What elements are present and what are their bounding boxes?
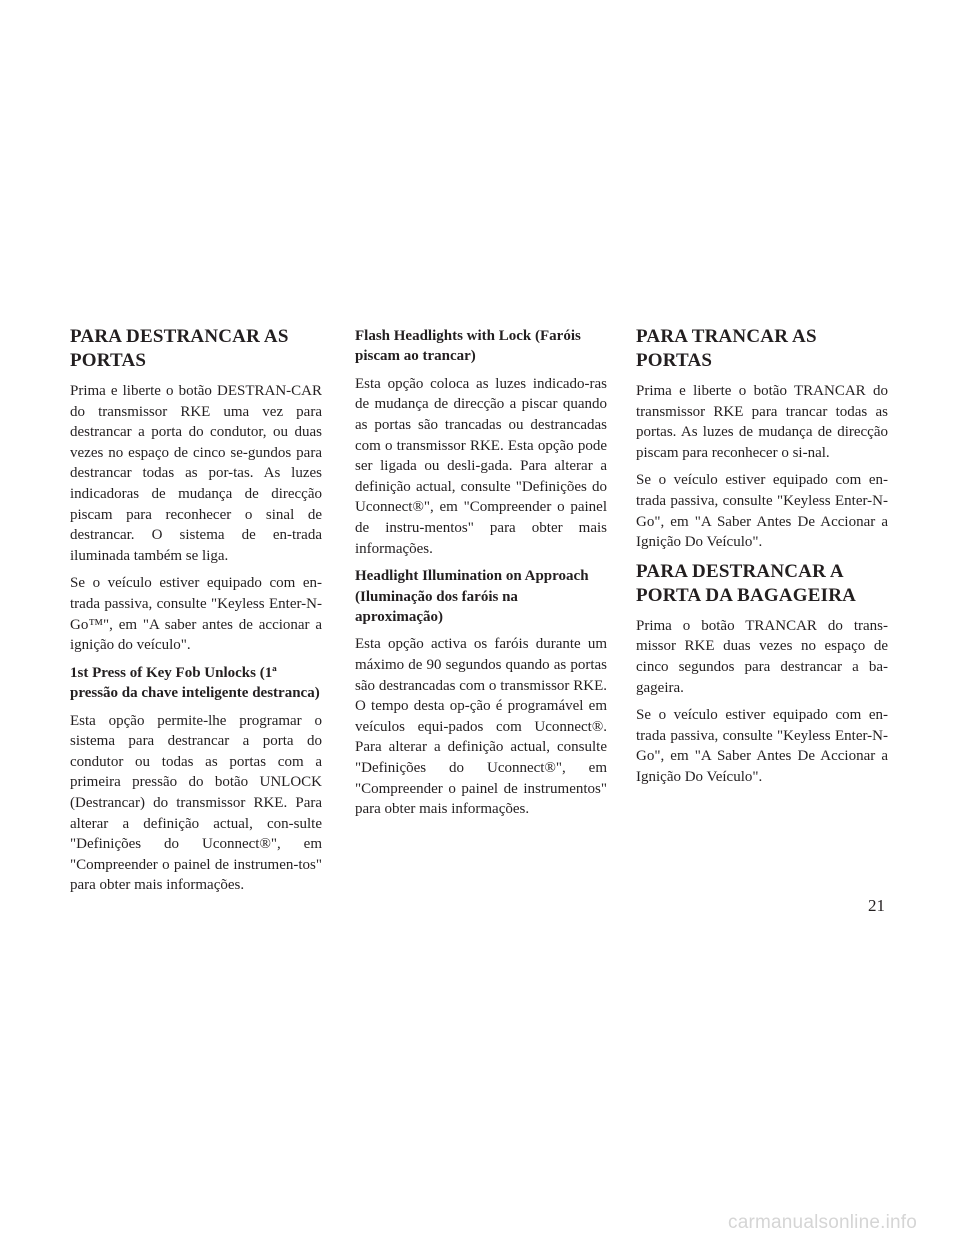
paragraph: Se o veículo estiver equipado com en-trada passiva, consulte "Keyless Enter-N-Go", em "A Saber Antes De Accionar a Ignição Do Veículo".: [636, 707, 888, 785]
watermark: carmanualsonline.info: [728, 1212, 918, 1233]
section-heading-unlock-liftgate: PARA DESTRANCAR A PORTA DA BAGAGEIRA: [636, 560, 857, 606]
paragraph: Prima e liberte o botão DESTRAN-CAR do transmissor RKE uma vez para destrancar a porta do condutor, ou duas vezes no espaço de cinco se-gundos para destrancar todas as por-tas. As luzes indicadoras de mudança de direcção piscam para reconhecer o sinal de destrancar. O sistema de en-trada iluminada também se liga.: [70, 383, 322, 564]
paragraph: Prima e liberte o botão TRANCAR do transmissor RKE para trancar todas as portas. As luzes de mudança de direcção piscam para reconhecer o si-nal.: [636, 383, 888, 461]
paragraph: Se o veículo estiver equipado com en-trada passiva, consulte "Keyless Enter-N-Go", em "A Saber Antes De Accionar a Ignição Do Veículo".: [636, 472, 888, 551]
paragraph: Se o veículo estiver equipado com en-trada passiva, consulte "Keyless Enter-N-Go™", em "A saber antes de accionar a ignição do veículo".: [70, 575, 322, 654]
paragraph: Prima o botão TRANCAR do trans-missor RKE duas vezes no espaço de cinco segundos para destrancar a ba-gageira.: [636, 617, 888, 696]
section-heading-lock-doors: PARA TRANCAR AS PORTAS: [636, 326, 817, 371]
section-heading-unlock-doors: PARA DESTRANCAR AS PORTAS: [70, 326, 289, 371]
subheading-headlight-illumination: Headlight Illumination on Approach (Iluminação dos faróis na aproximação): [355, 568, 589, 625]
subheading-first-press-unlocks: 1st Press of Key Fob Unlocks (1ª pressão da chave inteligente destranca): [70, 664, 320, 702]
subheading-flash-headlights: Flash Headlights with Lock (Faróis piscam ao trancar): [355, 328, 581, 365]
page-number: 21: [868, 896, 885, 915]
text-column-left: [70, 318, 322, 903]
text-column-middle: [355, 318, 607, 827]
paragraph: Esta opção permite-lhe programar o sistema para destrancar a porta do condutor ou todas as portas com a primeira pressão do botão UNLOCK (Destrancar) do transmissor RKE. Para alterar a definição actual, con-sulte "Definições do Uconnect®", em "Compreender o painel de instrumen-tos" para obter mais informações.: [70, 712, 322, 894]
paragraph: Esta opção coloca as luzes indicado-ras de mudança de direcção a piscar quando as portas são trancadas ou destrancadas com o transmissor RKE. Esta opção pode ser ligada ou desli-gada. Para alterar a definição actual, consulte "Definições do Uconnect®", em "Compreender o painel de instru-mentos" para obter mais informações.: [355, 375, 607, 557]
paragraph: Esta opção activa os faróis durante um máximo de 90 segundos quando as portas são destrancadas com o transmissor RKE. O tempo desta op-ção é programável em veículos equi-pados com Uconnect®. Para alterar a definição actual, consulte "Definições do Uconnect®", em "Compreender o painel de instrumentos" para obter mais informações.: [355, 636, 607, 818]
text-column-right: [636, 318, 888, 795]
